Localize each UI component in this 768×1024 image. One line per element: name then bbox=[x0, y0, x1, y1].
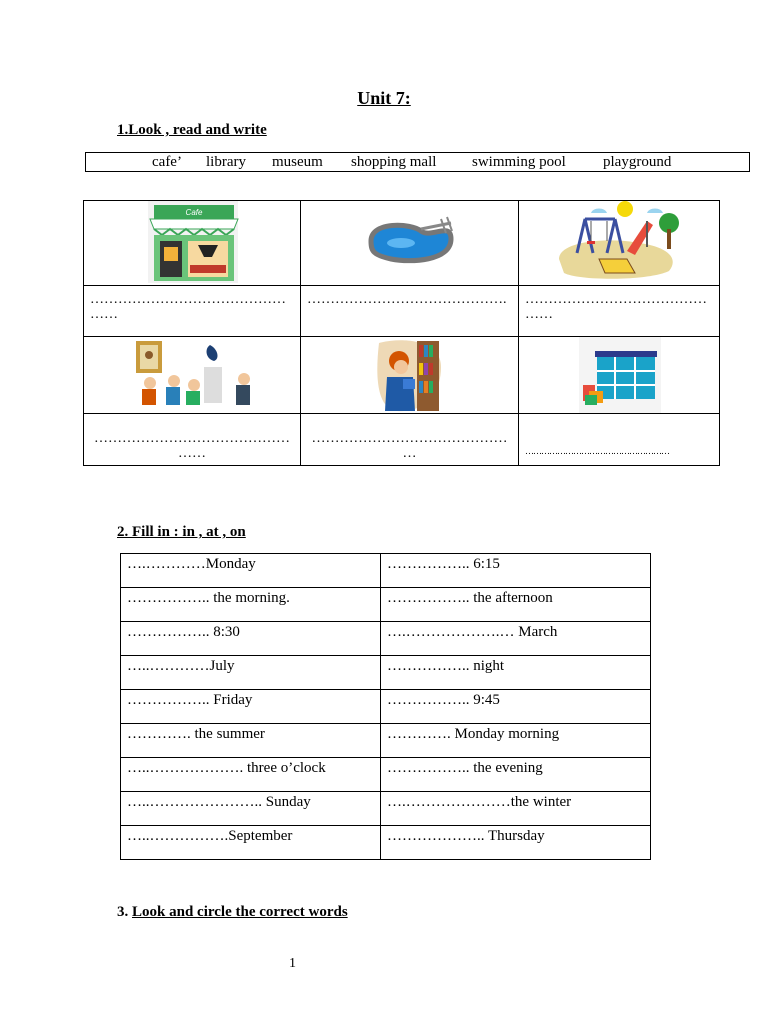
fill-in-row bbox=[121, 826, 651, 860]
word-bank-item: cafe’ bbox=[152, 154, 182, 170]
fill-in-cell[interactable]: …………….. the afternoon bbox=[381, 588, 651, 622]
library-picture bbox=[301, 337, 518, 413]
fill-in-cell[interactable]: ……………….. Thursday bbox=[381, 826, 651, 860]
swimming-pool-picture bbox=[301, 201, 518, 285]
fill-in-cell[interactable]: …..…………July bbox=[121, 656, 381, 690]
blank-dots: ………………………………… …… bbox=[525, 292, 707, 322]
fill-in-row bbox=[121, 554, 651, 588]
fill-in-row bbox=[121, 622, 651, 656]
cafe-picture bbox=[84, 201, 300, 285]
section3-title: Look and circle the correct words bbox=[132, 904, 348, 920]
shopping-mall-picture bbox=[519, 337, 719, 413]
section3-number: 3. bbox=[117, 904, 129, 920]
answer-blank[interactable] bbox=[519, 414, 720, 466]
picture-grid bbox=[83, 200, 720, 466]
fill-in-row bbox=[121, 792, 651, 826]
fill-in-row bbox=[121, 690, 651, 724]
fill-in-cell[interactable]: …..………………….. Sunday bbox=[121, 792, 381, 826]
blank-dots: …………………………………… … bbox=[311, 431, 508, 461]
fill-in-cell[interactable]: …………. Monday morning bbox=[381, 724, 651, 758]
word-bank-item: swimming pool bbox=[472, 154, 566, 170]
fill-in-cell[interactable]: ….…………………the winter bbox=[381, 792, 651, 826]
fill-in-cell[interactable]: …………….. 8:30 bbox=[121, 622, 381, 656]
section2-heading: 2. Fill in : in , at , on bbox=[117, 524, 246, 540]
answer-blank[interactable] bbox=[84, 414, 301, 466]
fill-in-cell[interactable]: …………….. the morning. bbox=[121, 588, 381, 622]
word-bank-item: museum bbox=[272, 154, 323, 170]
section3-heading bbox=[117, 904, 348, 921]
fill-in-cell[interactable]: …..………………. three o’clock bbox=[121, 758, 381, 792]
page-title: Unit 7: bbox=[357, 88, 411, 108]
answer-blank[interactable] bbox=[84, 286, 301, 337]
playground-picture bbox=[519, 201, 719, 285]
section1-heading: 1.Look , read and write bbox=[117, 122, 267, 138]
answer-blank[interactable] bbox=[301, 414, 519, 466]
fill-in-row bbox=[121, 588, 651, 622]
cafe-sign: Cafe bbox=[185, 208, 203, 217]
blank-dots: ……………………………………. bbox=[307, 292, 507, 307]
picture-cell bbox=[519, 201, 720, 286]
word-bank bbox=[85, 152, 750, 172]
fill-in-table bbox=[120, 553, 651, 860]
word-bank-item: playground bbox=[603, 154, 672, 170]
fill-in-cell[interactable]: ….…………Monday bbox=[121, 554, 381, 588]
picture-cell bbox=[84, 337, 301, 414]
fill-in-cell[interactable]: …………….. night bbox=[381, 656, 651, 690]
page-number: 1 bbox=[289, 956, 296, 971]
word-bank-item: library bbox=[206, 154, 246, 170]
fill-in-row bbox=[121, 656, 651, 690]
fill-in-cell[interactable]: …………. the summer bbox=[121, 724, 381, 758]
fill-in-row bbox=[121, 758, 651, 792]
answer-blank[interactable] bbox=[519, 286, 720, 337]
fill-in-cell[interactable]: …..…………….September bbox=[121, 826, 381, 860]
picture-cell bbox=[301, 337, 519, 414]
answer-blank[interactable] bbox=[301, 286, 519, 337]
blank-dots: …………………………………… …… bbox=[90, 292, 286, 322]
fill-in-row bbox=[121, 724, 651, 758]
fill-in-cell[interactable]: …………….. Friday bbox=[121, 690, 381, 724]
blank-dots: ……………………………………………… bbox=[525, 446, 669, 456]
museum-picture bbox=[84, 337, 300, 413]
picture-cell bbox=[301, 201, 519, 286]
fill-in-cell[interactable]: …………….. 9:45 bbox=[381, 690, 651, 724]
fill-in-cell[interactable]: ….……………….… March bbox=[381, 622, 651, 656]
picture-cell bbox=[519, 337, 720, 414]
fill-in-cell[interactable]: …………….. 6:15 bbox=[381, 554, 651, 588]
blank-dots: …………………………………… …… bbox=[94, 431, 290, 461]
picture-cell bbox=[84, 201, 301, 286]
word-bank-item: shopping mall bbox=[351, 154, 437, 170]
fill-in-cell[interactable]: …………….. the evening bbox=[381, 758, 651, 792]
